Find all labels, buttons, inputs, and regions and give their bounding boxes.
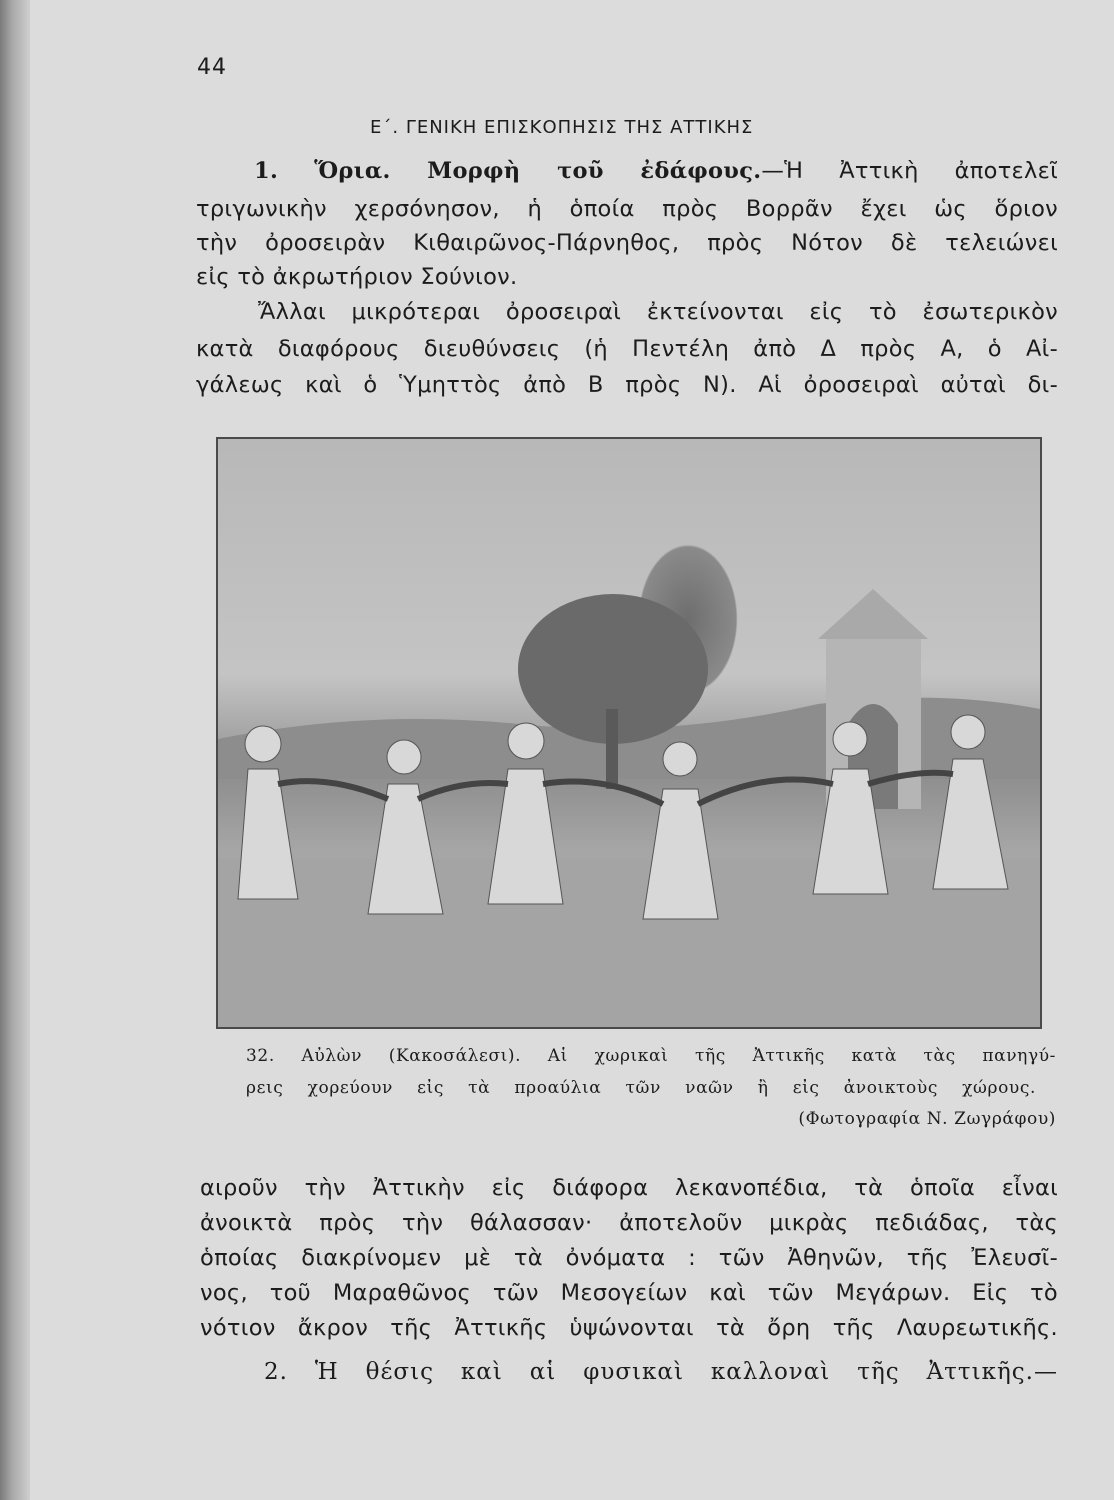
text-line: Ἄλλαι μικρότεραι ὀροσειραὶ ἐκτείνονται εἰς τὸ ἐσωτερικὸν bbox=[258, 299, 1058, 325]
section-1-first-line bbox=[254, 158, 1058, 184]
text-line: τὴν ὀροσειρὰν Κιθαιρῶνος-Πάρνηθος, πρὸς Νότον δὲ τελειώνει bbox=[196, 230, 1058, 256]
text-line: νος, τοῦ Μαραθῶνος τῶν Μεσογείων καὶ τῶν Μεγάρων. Εἰς τὸ bbox=[200, 1280, 1058, 1306]
text-line: τριγωνικὴν χερσόνησον, ἡ ὁποία πρὸς Βορρᾶν ἔχει ὡς ὅριον bbox=[196, 196, 1058, 222]
folk-dance-photograph bbox=[216, 437, 1042, 1029]
text-line: γάλεως καὶ ὁ Ὑμηττὸς ἀπὸ Β πρὸς Ν). Αἱ ὀροσειραὶ αὐταὶ δι- bbox=[196, 372, 1058, 398]
text-line: νότιον ἄκρον τῆς Ἀττικῆς ὑψώνονται τὰ ὄρη τῆς Λαυρεωτικῆς. bbox=[200, 1315, 1058, 1341]
photo-illustration bbox=[218, 439, 1040, 1027]
text-line: εἰς τὸ ἀκρωτήριον Σούνιον. bbox=[196, 264, 518, 290]
text-line: ἀνοικτὰ πρὸς τὴν θάλασσαν· ἀποτελοῦν μικρὰς πεδιάδας, τὰς bbox=[200, 1210, 1058, 1236]
page-edge-shadow bbox=[0, 0, 30, 1500]
chapter-heading: Ε΄. ΓΕΝΙΚΗ ΕΠΙΣΚΟΠΗΣΙΣ ΤΗΣ ΑΤΤΙΚΗΣ bbox=[370, 117, 754, 138]
figure-caption-line: ρεις χορεύουν εἰς τὰ προαύλια τῶν ναῶν ἢ εἰς ἀνοικτοὺς χώρους. bbox=[246, 1078, 1036, 1098]
text-line: αιροῦν τὴν Ἀττικὴν εἰς διάφορα λεκανοπέδια, τὰ ὁποῖα εἶναι bbox=[200, 1175, 1058, 1201]
section-1-first-line-text: —Ἡ Ἀττικὴ ἀποτελεῖ bbox=[761, 158, 1058, 184]
text-line: κατὰ διαφόρους διευθύνσεις (ἡ Πεντέλη ἀπὸ Δ πρὸς Α, ὁ Αἰ- bbox=[196, 336, 1058, 362]
section-2-heading: 2. Ἡ θέσις καὶ αἱ φυσικαὶ καλλοναὶ τῆς Ἀττικῆς.— bbox=[264, 1359, 1058, 1385]
section-1-number: 1. bbox=[254, 158, 279, 184]
page-number: 44 bbox=[197, 55, 227, 80]
section-1-title: Ὅρια. Μορφὴ τοῦ ἐδάφους. bbox=[314, 158, 762, 184]
text-line: ὁποίας διακρίνομεν μὲ τὰ ὀνόματα : τῶν Ἀθηνῶν, τῆς Ἐλευσῖ- bbox=[200, 1245, 1058, 1271]
photo-credit: (Φωτογραφία Ν. Ζωγράφου) bbox=[798, 1109, 1056, 1129]
figure-caption-line: 32. Αὐλὼν (Κακοσάλεσι). Αἱ χωρικαὶ τῆς Ἀττικῆς κατὰ τὰς πανηγύ- bbox=[246, 1046, 1056, 1066]
